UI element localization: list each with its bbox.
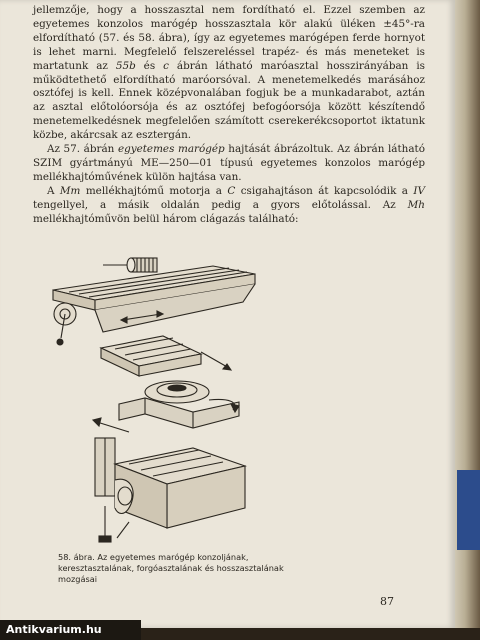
body-text xyxy=(33,4,425,227)
italic-run: c xyxy=(163,59,169,72)
text-run: A xyxy=(47,184,60,197)
text-run: Az 57. ábrán xyxy=(47,143,118,156)
text-run: ábrán látható maróasztal hosszirányában is működtethető elfordítható maróorsóval. A menetemelkedés marásához osztófej is kell. Ennek középvonalában fogjuk be a munkadarabot, aztán az asztal előtolóorsója és az osztófej befogóorsója között készítendő menetemelkedésnek megfelelően számított cserekerékcsoportot iktatunk közbe, akárcsak az esztergán. xyxy=(33,59,425,142)
text-run: tengellyel, a másik oldalán pedig a gyors előtolással. Az xyxy=(33,198,408,211)
text-run: hajtását ábrázoltuk. Az ábrán látható SZIM gyártmányú ME—250—01 típusú egyetemes konzolos marógép mellékhajtóművének külön hajtása van. xyxy=(33,143,425,183)
knee-column xyxy=(95,438,245,542)
paragraph xyxy=(33,185,425,227)
text-run: mellékhajtóművön belül három clágazás található: xyxy=(33,212,299,225)
long-table xyxy=(53,266,255,345)
text-run: és xyxy=(135,59,164,72)
page-number: 87 xyxy=(380,595,394,608)
italic-run: egyetemes marógép xyxy=(117,143,225,156)
italic-run: C xyxy=(227,184,236,197)
text-run: mellékhajtómű motorja a xyxy=(80,184,228,197)
italic-run: 55b xyxy=(115,59,136,72)
paragraph xyxy=(33,143,425,185)
watermark-logo: Antikvarium.hu xyxy=(0,620,141,640)
cross-table xyxy=(101,336,231,376)
bookmark-tab xyxy=(457,470,480,550)
swivel-table xyxy=(93,381,239,432)
motor-unit xyxy=(103,258,157,272)
text-run: jellemzője, hogy a hosszasztal nem fordítható el. Ezzel szemben az egyetemes konzolos marógép hosszasztala kör alakú üléken ±45°-ra elfordítható (57. és 58. ábra), így az egyetemes marógépen ferde hornyot is lehet marni. Megfelelő felszereléssel trapéz- és más meneteket is martatunk az xyxy=(33,4,425,72)
italic-run: Mh xyxy=(407,198,425,211)
milling-machine-figure xyxy=(33,252,263,544)
italic-run: IV xyxy=(413,184,426,197)
paragraph xyxy=(33,4,425,143)
text-run: csigahajtáson át kapcsolódik a xyxy=(235,184,414,197)
figure-caption: 58. ábra. Az egyetemes marógép konzoljának, keresztasztalának, forgóasztalának és hosszasztalának mozgásai xyxy=(58,552,284,584)
italic-run: Mm xyxy=(59,184,81,197)
